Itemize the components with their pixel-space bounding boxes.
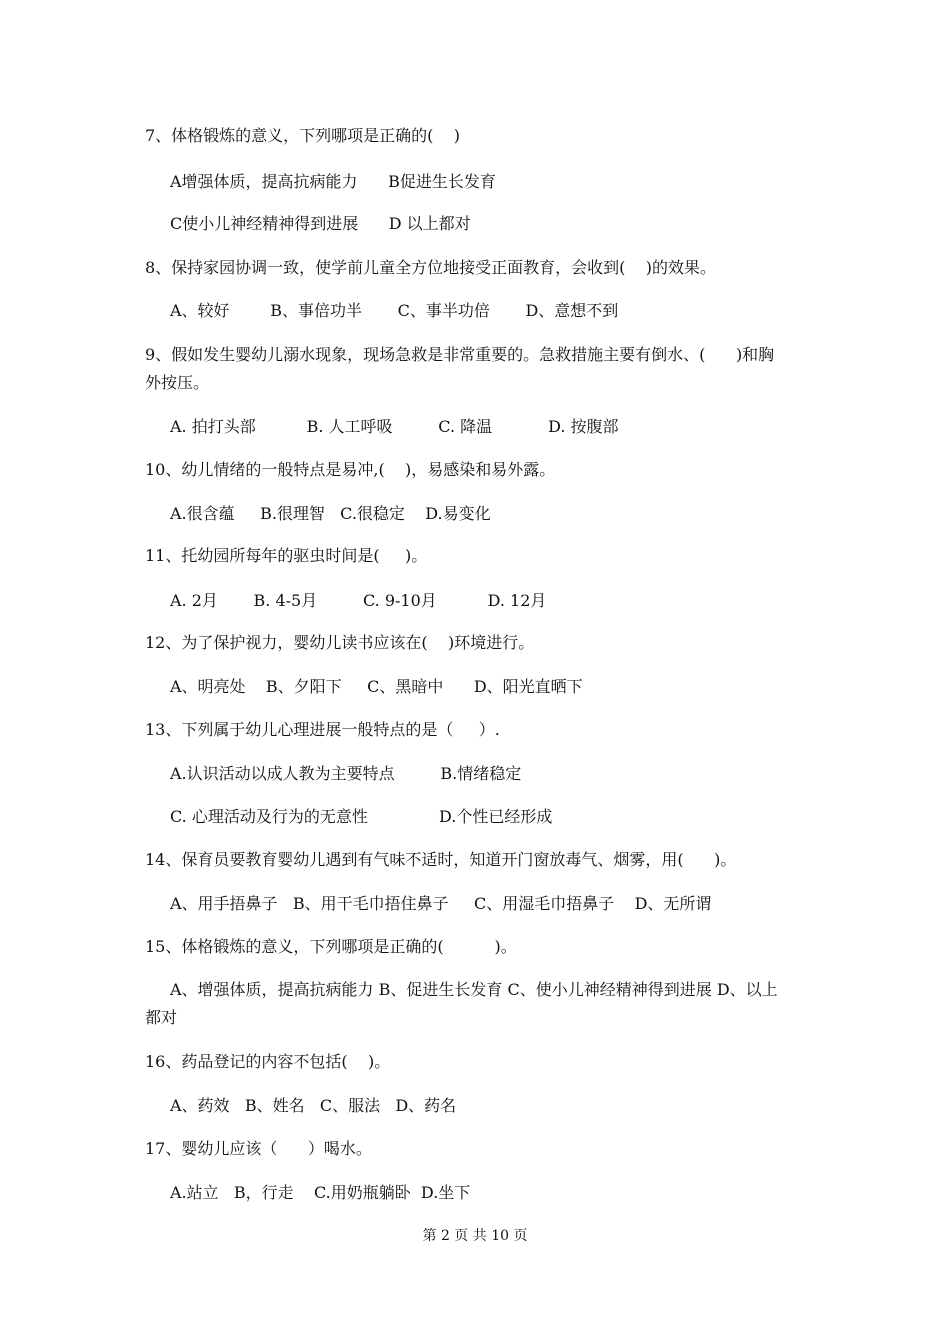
question-13-options-line-2: C. 心理活动及行为的无意性 D.个性已经形成 [170, 807, 553, 826]
question-17-options: A.站立 B，行走 C.用奶瓶躺卧 D.坐下 [170, 1183, 471, 1202]
question-11-options: A. 2月 B. 4-5月 C. 9-10月 D. 12月 [170, 591, 547, 610]
question-16-options: A、药效 B、姓名 C、服法 D、药名 [170, 1096, 457, 1115]
question-12-options: A、明亮处 B、夕阳下 C、黑暗中 D、阳光直晒下 [170, 677, 583, 696]
question-15-options-continued: 都对 [145, 1008, 178, 1027]
question-14-options: A、用手捂鼻子 B、用干毛巾捂住鼻子 C、用湿毛巾捂鼻子 D、无所谓 [170, 894, 712, 913]
question-10-options: A.很含蕴 B.很理智 C.很稳定 D.易变化 [170, 504, 491, 523]
question-13-options-line-1: A.认识活动以成人教为主要特点 B.情绪稳定 [170, 764, 522, 783]
question-10-stem: 10、幼儿情绪的一般特点是易冲,( )，易感染和易外露。 [145, 460, 556, 479]
question-13-stem: 13、下列属于幼儿心理进展一般特点的是（ ）. [145, 720, 500, 739]
question-7-stem: 7、体格锻炼的意义，下列哪项是正确的( ) [145, 126, 461, 145]
question-8-stem: 8、保持家园协调一致，使学前儿童全方位地接受正面教育，会收到( )的效果。 [145, 258, 717, 277]
question-12-stem: 12、为了保护视力，婴幼儿读书应该在( )环境进行。 [145, 633, 535, 652]
question-14-stem: 14、保育员要教育婴幼儿遇到有气味不适时，知道开门窗放毒气、烟雾，用( )。 [145, 850, 737, 869]
question-9-stem: 9、假如发生婴幼儿溺水现象，现场急救是非常重要的。急救措施主要有倒水、( )和胸 [145, 345, 775, 364]
question-9-stem-continued: 外按压。 [145, 373, 210, 392]
question-16-stem: 16、药品登记的内容不包括( )。 [145, 1052, 391, 1071]
question-11-stem: 11、托幼园所每年的驱虫时间是( )。 [145, 546, 428, 565]
page-number-footer: 第 2 页 共 10 页 [422, 1228, 528, 1244]
question-15-options: A、增强体质，提高抗病能力 B、促进生长发育 C、使小儿神经精神得到进展 D、以上 [170, 980, 778, 999]
question-8-options: A、较好 B、事倍功半 C、事半功倍 D、意想不到 [170, 301, 619, 320]
question-9-options: A. 拍打头部 B. 人工呼吸 C. 降温 D. 按腹部 [170, 417, 619, 436]
question-17-stem: 17、婴幼儿应该（ ）喝水。 [145, 1139, 372, 1158]
question-7-options-line-1: A增强体质，提高抗病能力 B促进生长发育 [170, 172, 496, 191]
question-7-options-line-2: C使小儿神经精神得到进展 D 以上都对 [170, 214, 471, 233]
question-15-stem: 15、体格锻炼的意义，下列哪项是正确的( )。 [145, 937, 517, 956]
